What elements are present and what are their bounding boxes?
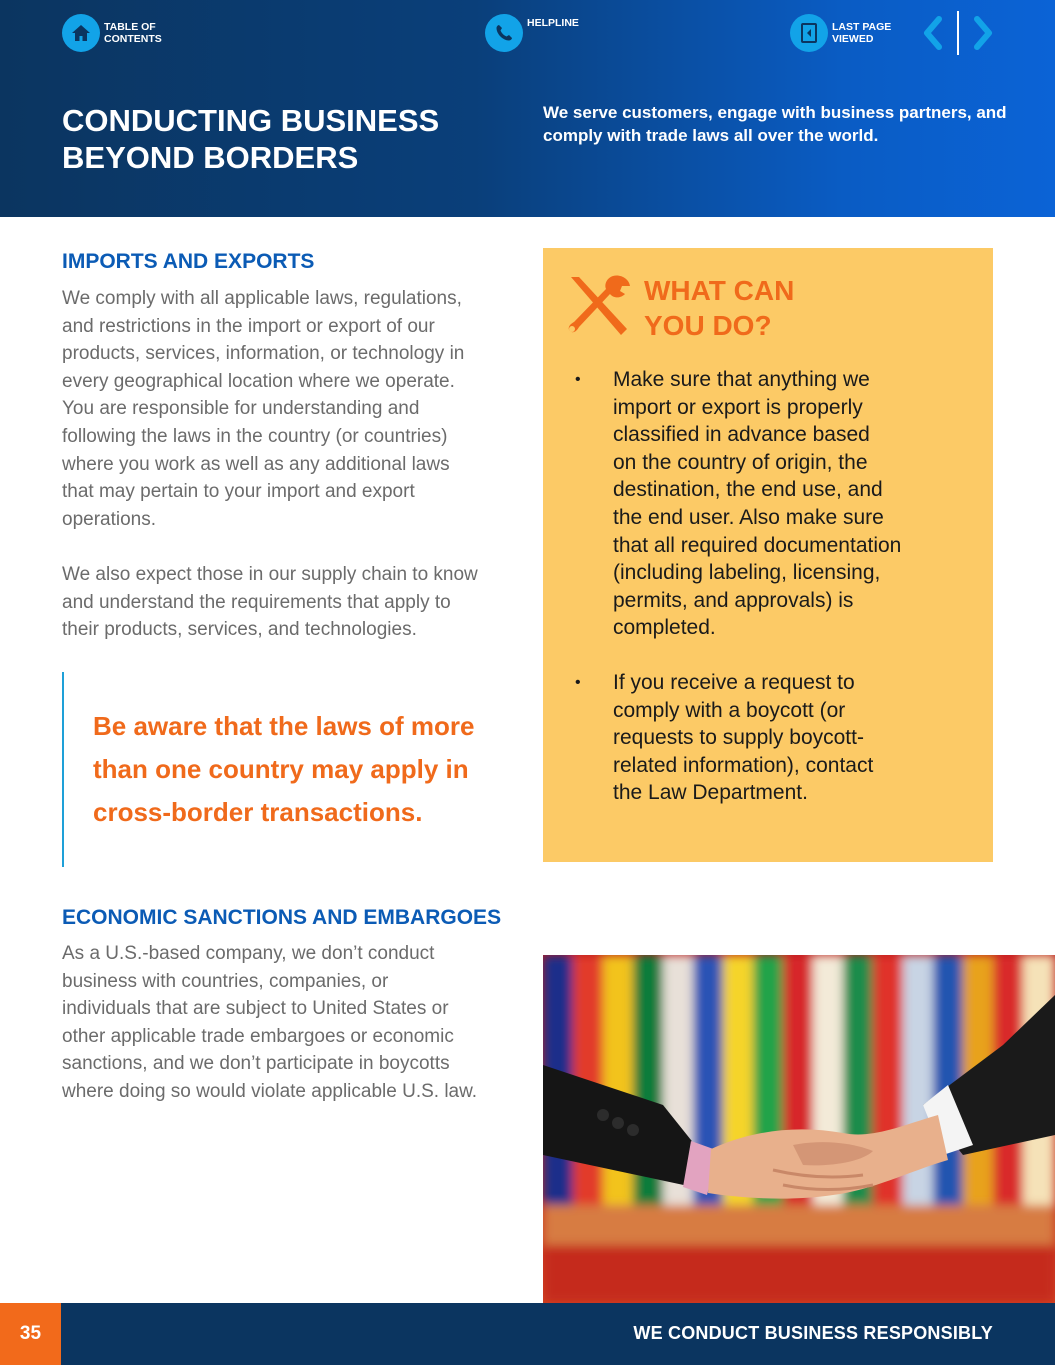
title-line-2: YOU DO?: [644, 310, 772, 341]
home-icon: [62, 14, 100, 52]
text-line: where doing so would violate applicable U.S. law.: [62, 1080, 478, 1102]
helpline-label: HELPLINE: [527, 17, 579, 29]
text-line: We also expect those in our supply chain to know: [62, 564, 478, 585]
sanctions-heading: ECONOMIC SANCTIONS AND EMBARGOES: [62, 906, 502, 929]
page-title-line-1: CONDUCTING BUSINESS: [62, 103, 440, 138]
what-can-you-do-box: [543, 248, 993, 862]
text-line: As a U.S.-based company, we don’t conduct: [62, 943, 435, 964]
handshake-illustration: [543, 955, 1055, 1303]
text-line: You are responsible for understanding and: [62, 398, 420, 420]
footer-section-title: WE CONDUCT BUSINESS RESPONSIBLY: [633, 1323, 993, 1343]
table-of-contents-link[interactable]: [62, 14, 174, 52]
text-line: and understand the requirements that apply to: [62, 591, 451, 613]
text-line: requests to supply boycott-: [613, 726, 864, 750]
bullet-dot: •: [575, 673, 581, 691]
text-line: products, services, information, or technology in: [62, 343, 465, 365]
pull-quote-line: cross-border transactions.: [93, 797, 423, 827]
page-subtitle: We serve customers, engage with business partners, and comply with trade laws all over the world.: [543, 103, 1007, 145]
imports-paragraph-1: [62, 285, 512, 533]
what-can-you-do-title: [644, 273, 794, 343]
text-line: operations.: [62, 508, 157, 530]
text-line: and restrictions in the import or export of our: [62, 315, 435, 337]
last-page-viewed-label: LAST PAGE VIEWED: [832, 21, 892, 45]
text-line: Make sure that anything we: [613, 368, 870, 391]
text-line: sanctions, and we don’t participate in boycotts: [62, 1053, 450, 1075]
phone-icon: [485, 14, 523, 52]
text-line: permits, and approvals) is: [613, 588, 854, 612]
next-page-button[interactable]: [970, 15, 996, 51]
text-line: business with countries, companies, or: [62, 970, 389, 992]
page-footer: [0, 1303, 1055, 1365]
sanctions-paragraph: [62, 940, 512, 1106]
table-of-contents-label: TABLE OF CONTENTS: [104, 21, 162, 45]
pull-quote: [62, 672, 512, 867]
page-title-line-2: BEYOND BORDERS: [62, 140, 359, 175]
pull-quote-text: [93, 705, 513, 834]
text-line: where you work as well as any additional laws: [62, 453, 450, 475]
text-line: destination, the end use, and: [613, 478, 883, 502]
text-line: comply with a boycott (or: [613, 698, 846, 722]
text-line: the Law Department.: [613, 781, 808, 805]
text-line: their products, services, and technologies.: [62, 619, 417, 641]
page-title: [62, 102, 482, 176]
nav-divider: [957, 11, 959, 55]
text-line: completed.: [613, 616, 716, 640]
chevron-right-icon: [972, 16, 994, 50]
text-line: on the country of origin, the: [613, 450, 868, 474]
pull-quote-line: Be aware that the laws of more: [93, 711, 475, 741]
previous-page-button[interactable]: [920, 15, 946, 51]
text-line: that may pertain to your import and export: [62, 481, 415, 503]
text-line: (including labeling, licensing,: [613, 561, 881, 585]
imports-paragraph-2: [62, 561, 512, 644]
list-item: [543, 366, 993, 642]
bullet-dot: •: [575, 371, 581, 388]
text-line: that all required documentation: [613, 533, 902, 557]
text-line: individuals that are subject to United States or: [62, 998, 449, 1020]
text-line: other applicable trade embargoes or economic: [62, 1025, 454, 1047]
text-line: related information), contact: [613, 753, 874, 777]
list-item: [543, 669, 993, 807]
last-page-viewed-link[interactable]: [790, 14, 902, 52]
pull-quote-line: than one country may apply in: [93, 754, 469, 784]
title-line-1: WHAT CAN: [644, 275, 795, 306]
handshake-photo: [543, 955, 1055, 1303]
text-line: import or export is properly: [613, 395, 863, 419]
tools-icon: [565, 273, 633, 337]
imports-exports-heading: IMPORTS AND EXPORTS: [62, 250, 315, 273]
helpline-link[interactable]: [485, 14, 597, 52]
text-line: every geographical location where we operate.: [62, 370, 455, 392]
text-line: We comply with all applicable laws, regulations,: [62, 288, 462, 309]
text-line: If you receive a request to: [613, 670, 855, 694]
action-list: [543, 366, 993, 807]
page-number: 35: [0, 1303, 61, 1365]
chevron-left-icon: [922, 16, 944, 50]
text-line: the end user. Also make sure: [613, 505, 884, 529]
text-line: following the laws in the country (or countries): [62, 425, 448, 447]
text-line: classified in advance based: [613, 423, 870, 447]
bookmark-icon: [790, 14, 828, 52]
page-header: [0, 0, 1055, 217]
